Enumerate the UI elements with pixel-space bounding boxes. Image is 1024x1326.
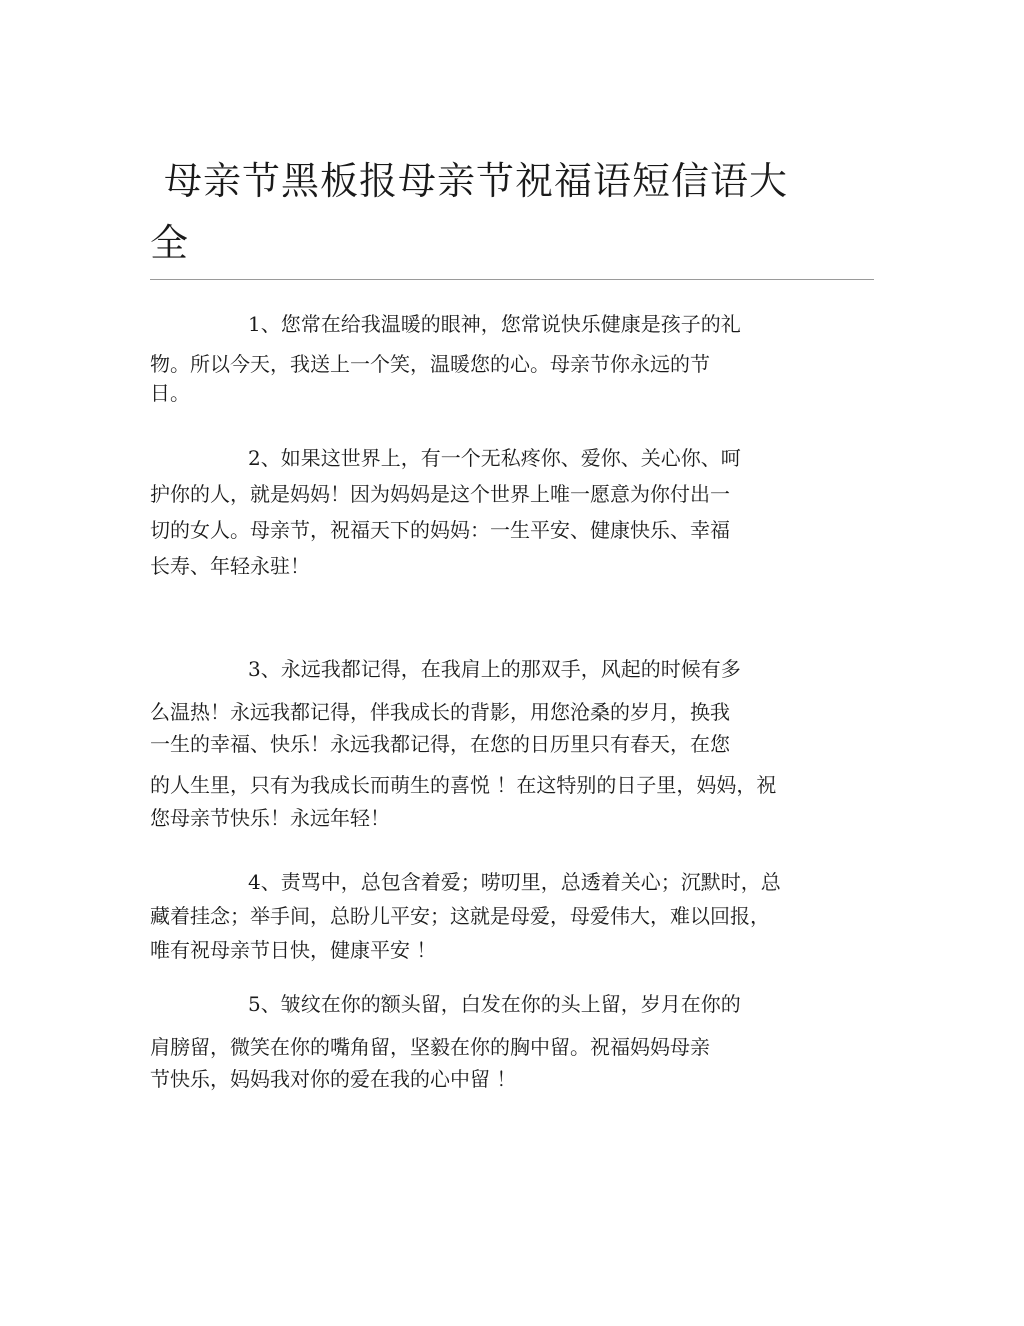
title-line: 母亲节黑板报母亲节祝福语短信语大 [164, 159, 789, 203]
paragraph-line: 3、永远我都记得，在我肩上的那双手，风起的时候有多 [248, 657, 741, 681]
paragraph-line: 日。 [150, 381, 190, 405]
paragraph-line: 藏着挂念；举手间，总盼儿平安；这就是母爱，母爱伟大，难以回报， [150, 904, 770, 928]
paragraph-line: 一生的幸福、快乐！永远我都记得，在您的日历里只有春天，在您 [150, 732, 730, 756]
paragraph-line: 唯有祝母亲节日快，健康平安 ！ [150, 938, 437, 962]
paragraph-line: 2、如果这世界上，有一个无私疼你、爱你、关心你、呵 [248, 446, 741, 470]
paragraph-line: 1、您常在给我温暖的眼神，您常说快乐健康是孩子的礼 [248, 312, 741, 336]
paragraph-line: 节快乐，妈妈我对你的爱在我的心中留 ！ [150, 1067, 517, 1091]
paragraph-line: 切的女人。母亲节，祝福天下的妈妈：一生平安、健康快乐、幸福 [150, 518, 730, 542]
greeting-paragraph-4 [150, 865, 856, 967]
document-title [150, 150, 870, 274]
paragraph-line: 肩膀留，微笑在你的嘴角留，坚毅在你的胸中留。祝福妈妈母亲 [150, 1035, 710, 1059]
paragraph-line: 物。所以今天，我送上一个笑，温暖您的心。母亲节你永远的节 [150, 352, 710, 376]
paragraph-line: 的人生里，只有为我成长而萌生的喜悦 ！在这特别的日子里，妈妈，祝 [150, 773, 777, 797]
greeting-paragraph-2 [150, 440, 856, 584]
paragraph-line: 长寿、年轻永驻！ [150, 554, 310, 578]
paragraph-line: 护你的人，就是妈妈！因为妈妈是这个世界上唯一愿意为你付出一 [150, 482, 730, 506]
paragraph-line: 您母亲节快乐！永远年轻！ [150, 806, 390, 830]
paragraph-line: 5、皱纹在你的额头留，白发在你的头上留，岁月在你的 [248, 992, 741, 1016]
title-line: 全 [150, 221, 190, 265]
greeting-paragraph-1 [150, 305, 856, 407]
paragraph-line: 4、责骂中，总包含着爱；唠叨里，总透着关心；沉默时，总 [248, 870, 781, 894]
title-divider [150, 279, 874, 280]
greeting-paragraph-5 [150, 985, 856, 1095]
paragraph-line: 么温热！永远我都记得，伴我成长的背影，用您沧桑的岁月，换我 [150, 700, 730, 724]
greeting-paragraph-3 [150, 650, 856, 834]
